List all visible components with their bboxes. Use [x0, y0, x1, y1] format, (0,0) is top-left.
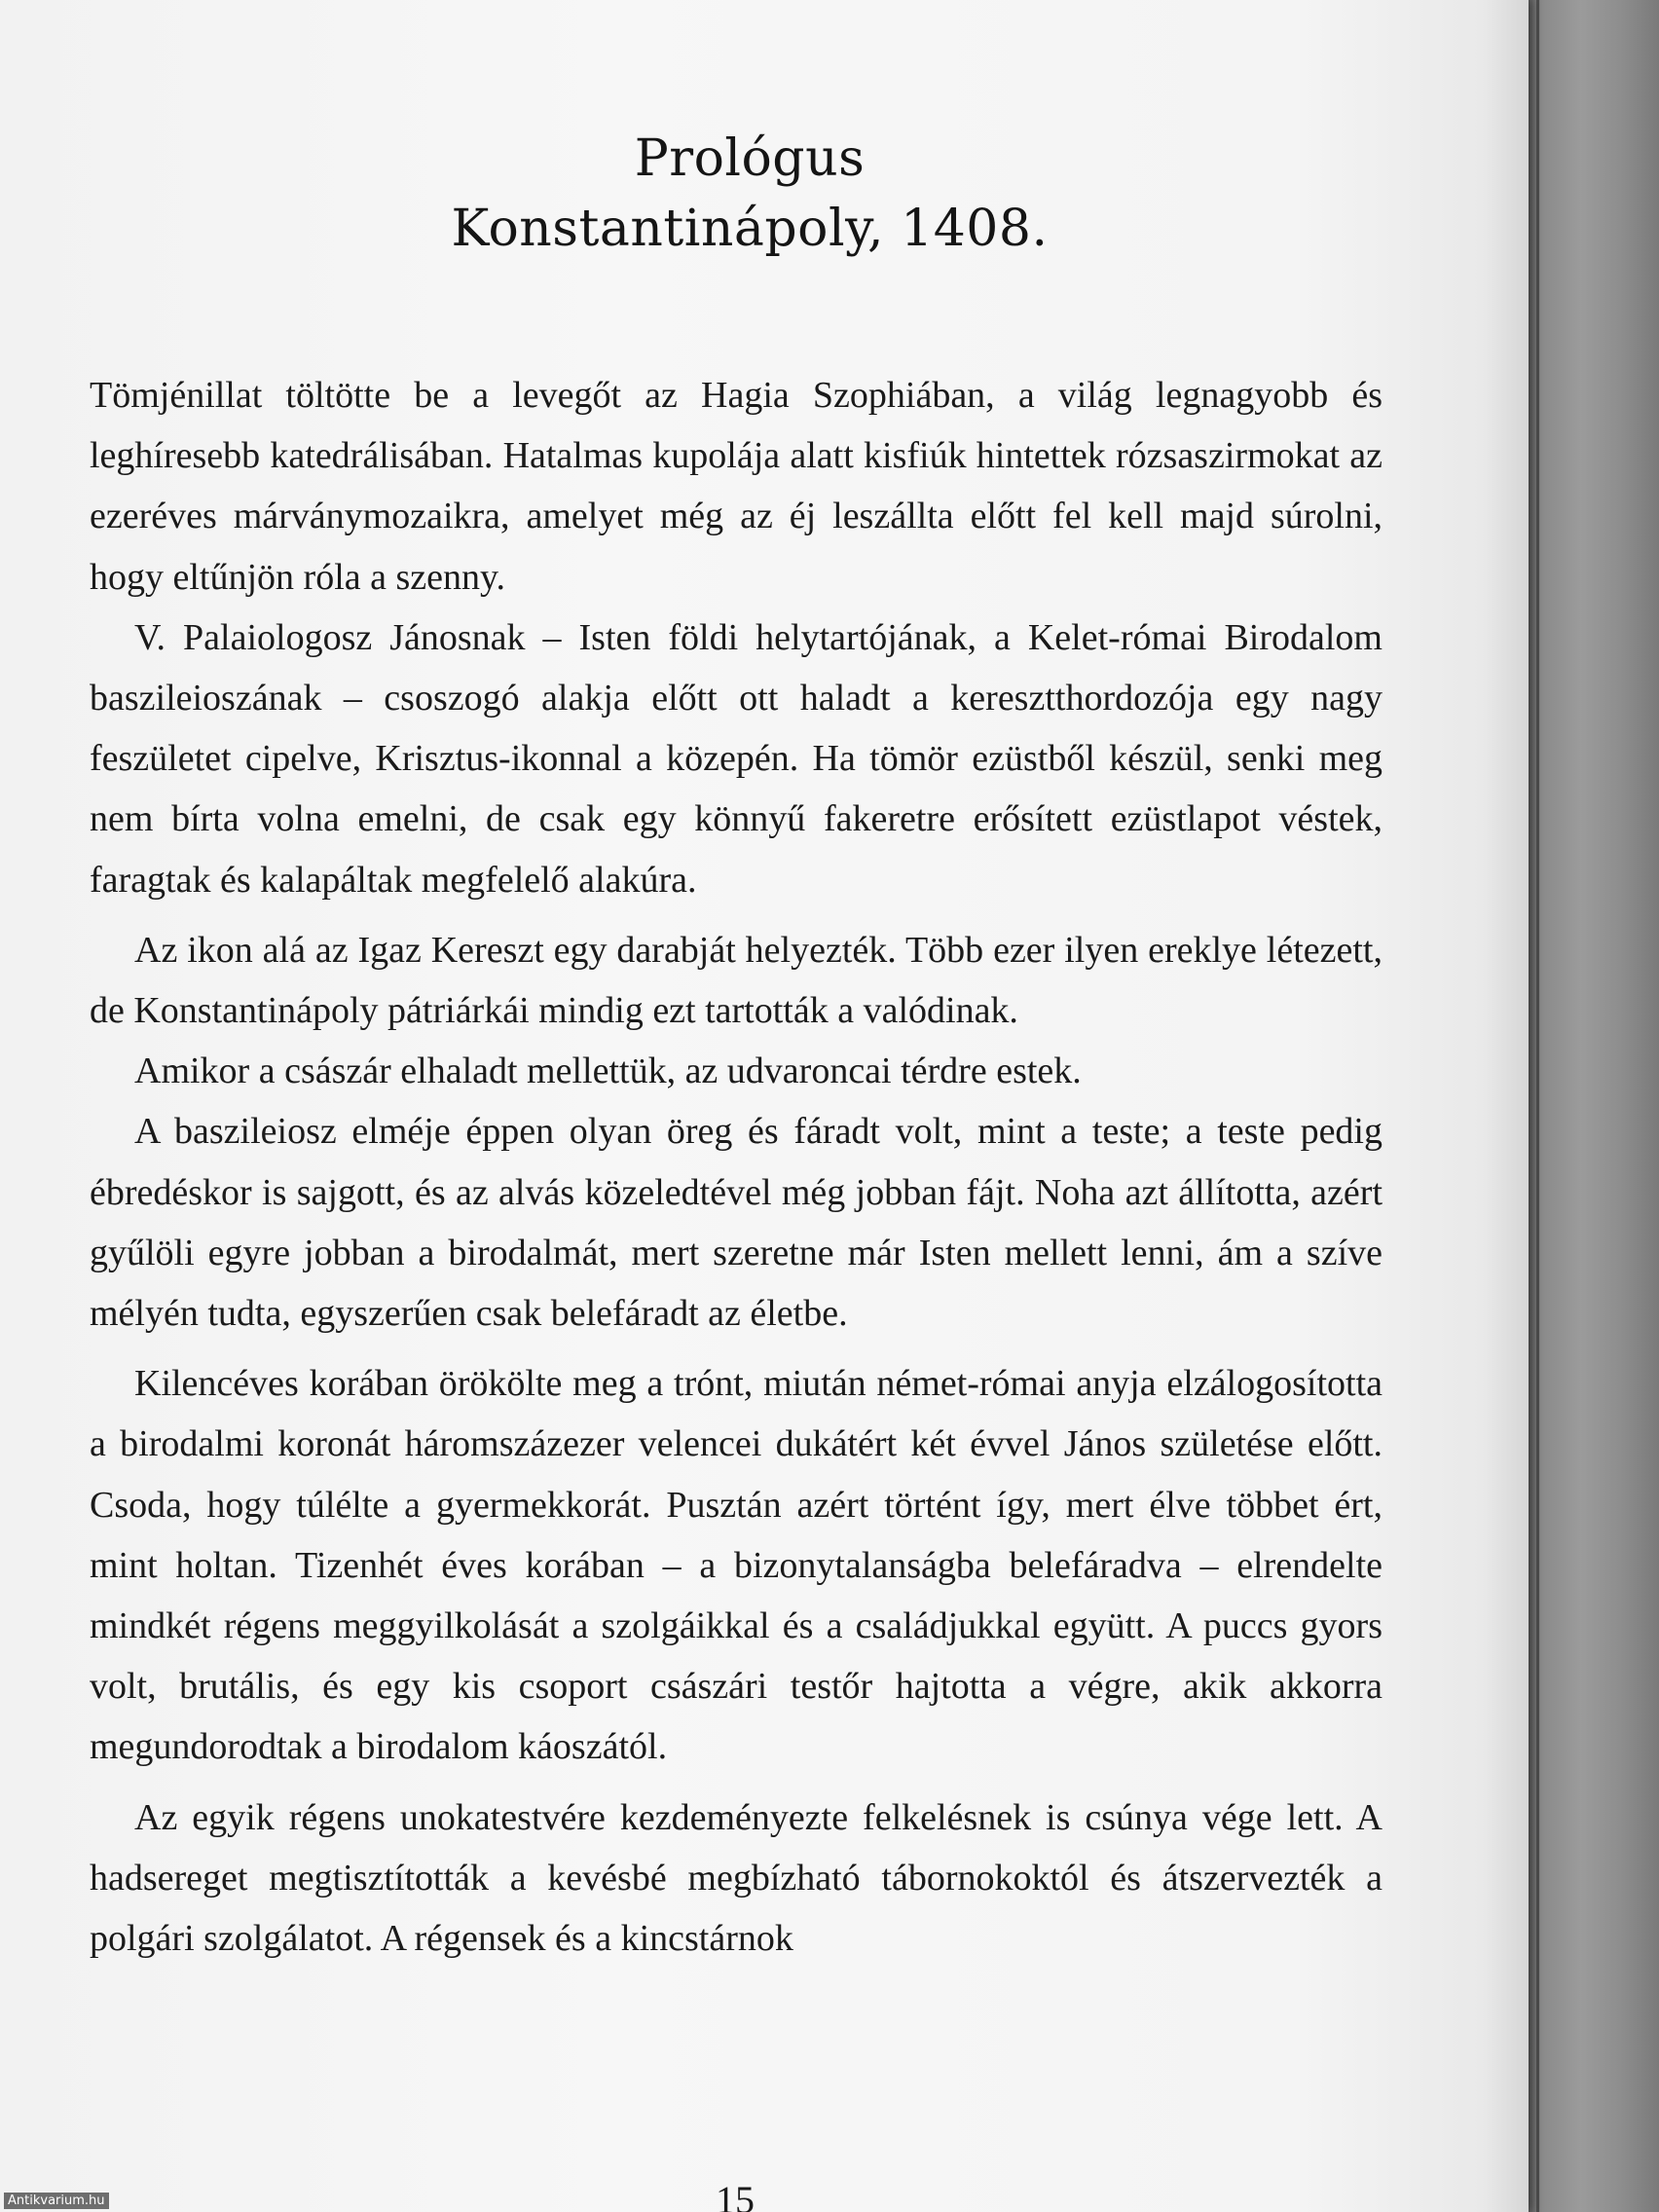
chapter-title: Prológus [634, 129, 866, 188]
paragraph: Az egyik régens unokatestvére kezdeményezte felkelésnek is csúnya vége lett. A hadsereget megtisztították a kevésbé megbízható tábornokoktól és átszervezték a polgári szolgálatot. A régensek és a kincstárnok [90, 1796, 1382, 1960]
paragraph: Az ikon alá az Igaz Kereszt egy darabját helyezték. Több ezer ilyen ereklye létezett, de Konstantinápoly pátriárkái mindig ezt tartották a valódinak. [90, 929, 1382, 1032]
watermark: Antikvarium.hu [4, 2193, 109, 2209]
chapter-subtitle: Konstantinápoly, 1408. [451, 199, 1049, 258]
paragraph: Amikor a császár elhaladt mellettük, az udvaroncai térdre estek. [134, 1051, 1082, 1092]
chapter-body [90, 365, 1382, 1969]
paragraph: V. Palaiologosz Jánosnak – Isten földi helytartójának, a Kelet-római Birodalom baszileioszának – csoszogó alakja előtt ott haladt a keresztthordozója egy nagy feszületet cipelve, Krisztus-ikonnal a közepén. Ha tömör ezüstből készül, senki meg nem bírta volna emelni, de csak egy könnyű fakeretre erősített ezüstlapot véstek, faragtak és kalapáltak megfelelő alakúra. [90, 616, 1382, 901]
chapter-heading [0, 125, 1499, 265]
page-edge-line [1536, 0, 1539, 2212]
page-number: 15 [716, 2178, 755, 2212]
paragraph: A baszileiosz elméje éppen olyan öreg és fáradt volt, mint a teste; a teste pedig ébredéskor is sajgott, és az alvás közeledtével még jobban fájt. Noha azt állította, azért gyűlöli egyre jobban a birodalmát, mert szeretne már Isten mellett lenni, ám a szíve mélyén tudta, egyszerűen csak belefáradt az életbe. [90, 1111, 1382, 1335]
paragraph: Tömjénillat töltötte be a levegőt az Hagia Szophiában, a világ legnagyobb és leghíresebb katedrálisában. Hatalmas kupolája alatt kisfiúk hintettek rózsaszirmokat az ezeréves márványmozaikra, amelyet még az éj leszállta előtt fel kell majd súrolni, hogy eltűnjön róla a szenny. [90, 375, 1382, 598]
book-spine-edge [1529, 0, 1659, 2212]
paragraph: Kilencéves korában örökölte meg a trónt, miután német-római anyja elzálogosította a birodalmi koronát háromszázezer velencei dukátért két évvel János születése előtt. Csoda, hogy túlélte a gyermekkorát. Pusztán azért történt így, mert élve többet ért, mint holtan. Tizenhét éves korában – a bizonytalanságba belefáradva – elrendelte mindkét régens meggyilkolását a szolgáikkal és a családjukkal együtt. A puccs gyors volt, brutális, és egy kis csoport császári testőr hajtotta a végre, akik akkorra megundorodtak a birodalom káoszától. [90, 1363, 1382, 1768]
